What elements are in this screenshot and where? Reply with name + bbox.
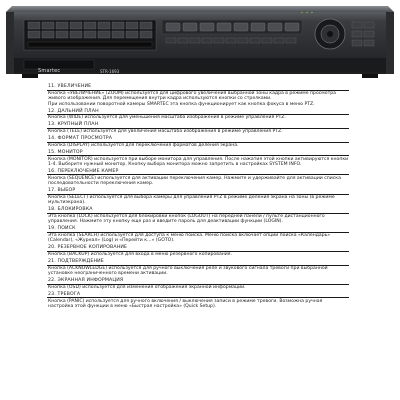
- section-body: [47, 284, 349, 292]
- section-paragraph: При использовании поворотной камеры SMARTEC эта кнопка функционирует как кнопка фокуса в меню PTZ.: [48, 101, 315, 107]
- section-paragraph: Кнопка (PANIC) используется для ручного включения / выключения записи в режиме тревоги. Возможна ручная настройка этой функции в меню «Быстрая настройка» (Quick Setup).: [48, 298, 323, 310]
- manual-section: [47, 108, 349, 122]
- manual-section: [47, 245, 349, 259]
- manual-section: [47, 136, 349, 150]
- section-title: 18. БЛОКИРОВКА: [48, 207, 93, 213]
- manual-section: [47, 259, 349, 278]
- dvr-front-panel-drawing: [2, 2, 398, 82]
- manual-section: [47, 122, 349, 136]
- manual-section: [47, 292, 349, 311]
- section-title: 17. ВЫБОР: [48, 188, 76, 194]
- section-body: [47, 213, 349, 227]
- section-body: [47, 128, 349, 136]
- section-paragraph: Кнопка (SEQUENCE) используется для активации переключения камер. Нажмите и удерживайте для активации списка последовательности переключения камер.: [48, 175, 341, 187]
- section-paragraph: Кнопка «УВЕЛИЧЕНИЕ» (ZOOM) используется для цифрового увеличения выбранной зоны кадра в режиме просмотра живого изображения. Для перемещения внутри кадра используются кнопки со стрелками.: [48, 90, 336, 102]
- section-paragraph: Кнопка (OSD) используется для изменения отображения экранной информации.: [48, 285, 246, 290]
- section-body: [47, 194, 349, 208]
- section-body: [47, 114, 349, 122]
- dvr-front-panel-image: [2, 2, 398, 82]
- manual-section: [47, 226, 349, 245]
- manual-section: [47, 188, 349, 207]
- section-body: [47, 90, 349, 109]
- section-title: 22. ЭКРАННАЯ ИНФОРМАЦИЯ: [48, 278, 124, 284]
- section-body: [47, 265, 349, 279]
- section-paragraph: Кнопка (TELE) используется для увеличения масштаба изображения в режиме управления PTZ.: [48, 129, 283, 135]
- section-paragraph: Кнопка (SELECT) используется для выбора камеры для управления PTZ в режиме деления экрана на зоны (в режиме мультиэкрана).: [48, 194, 335, 206]
- manual-sections: [47, 84, 349, 311]
- manual-section: [47, 278, 349, 292]
- section-paragraph: Кнопка (BACKUP) используется для входа в меню резервного копирования.: [48, 252, 232, 258]
- section-paragraph: Кнопка (MONITOR) используется при выборе монитора для управления. После нажатия этой кнопки активируются кнопки 1-4. Выберите нужный монитор. Кнопку выбора монитора можно запретить в настройках SYSTEM INFO.: [48, 156, 349, 167]
- section-body: [47, 155, 349, 169]
- section-paragraph: Эта кнопка (SEARCH) используется для доступа к меню поиска. Меню поиска включает опции поиска «Календарь» (Calendar), «Журнал» (Log) и «Перейти к…» (GOTO).: [48, 233, 331, 244]
- section-title: 11. УВЕЛИЧЕНИЕ: [48, 84, 92, 90]
- section-paragraph: Кнопка (DISPLAY) используется для переключения форматов деления экрана.: [48, 142, 239, 148]
- section-paragraph: Кнопка (WIDE) используется для уменьшения масштаба изображения в режиме управления PTZ.: [48, 115, 286, 121]
- section-paragraph: Эта кнопка (LOCK) используется для блокировки кнопок (LOGOUT) на передней панели / пульте дистанционного управления. Нажмите эту кнопку еще раз и введите пароль для деактивации функции (LOGIN).: [48, 213, 325, 225]
- section-body: [47, 297, 349, 311]
- section-title: 20. РЕЗЕРВНОЕ КОПИРОВАНИЕ: [48, 245, 128, 251]
- manual-section: [47, 207, 349, 226]
- section-body: [47, 174, 349, 188]
- section-paragraph: Кнопка (ACKNOWLEDGE) используется для ручного выключения реле и звукового сигнала тревоги при выбранной установке неограниченного времени активации.: [48, 265, 328, 277]
- section-title: 15. МОНИТОР: [48, 149, 83, 155]
- device-brand-label: Smartec: [38, 68, 61, 74]
- section-body: [47, 142, 349, 150]
- manual-section: [47, 84, 349, 108]
- section-title: 13. КРУПНЫЙ ПЛАН: [48, 122, 99, 128]
- device-model-label: STR-1693: [100, 69, 120, 74]
- section-body: [47, 251, 349, 259]
- section-title: 23. ТРЕВОГА: [48, 292, 81, 298]
- manual-section: [47, 150, 349, 169]
- section-body: [47, 232, 349, 246]
- section-title: 19. ПОИСК: [48, 226, 76, 232]
- manual-section: [47, 169, 349, 188]
- section-title: 14. ФОРМАТ ПРОСМОТРА: [48, 136, 113, 142]
- section-title: 21. ПОДТВЕРЖДЕНИЕ: [48, 259, 104, 265]
- section-title: 12. ДАЛЬНИЙ ПЛАН: [48, 108, 99, 114]
- section-title: 16. ПЕРЕКЛЮЧЕНИЕ КАМЕР: [48, 169, 119, 175]
